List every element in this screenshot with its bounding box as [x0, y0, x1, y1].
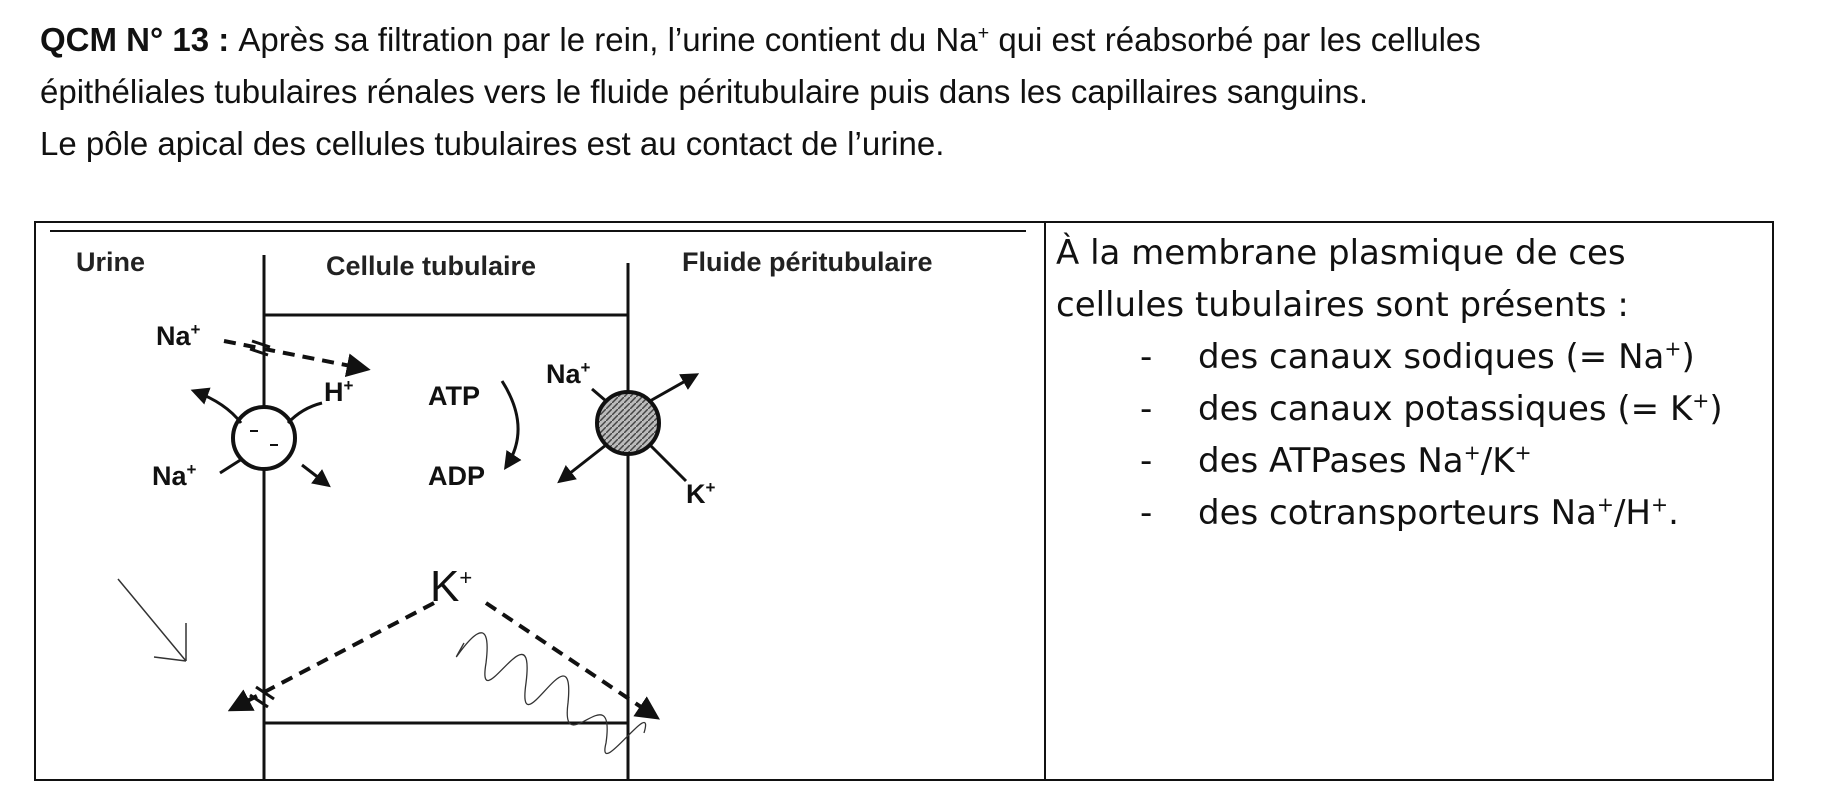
atp-label: ATP — [428, 381, 480, 411]
na-h-cotransporter-icon — [194, 391, 328, 485]
statements-list — [1056, 331, 1756, 539]
potassium-channels-icon — [232, 603, 656, 717]
list-item: - des cotransporteurs Na+/H+. — [1140, 492, 1679, 533]
statements-intro: À la membrane plasmique de ces cellules tubulaires sont présents : — [1056, 233, 1629, 325]
question-line-2: épithéliales tubulaires rénales vers le fluide péritubulaire puis dans les capillaires sanguins. — [40, 73, 1369, 110]
handwritten-arrow-icon — [118, 579, 186, 661]
sodium-channel-icon — [224, 341, 366, 369]
atp-hydrolysis-arrow — [502, 381, 518, 467]
label-cellule-tubulaire: Cellule tubulaire — [326, 251, 537, 281]
k-ion-label-channel: K+ — [430, 562, 473, 611]
k-ion-label-atpase: K+ — [686, 478, 716, 509]
question-number: QCM N° 13 — [40, 21, 210, 58]
question-separator: : — [209, 21, 239, 58]
adp-label: ADP — [428, 461, 486, 491]
question-line-3: Le pôle apical des cellules tubulaires est au contact de l’urine. — [40, 125, 945, 162]
question-line-1 — [40, 14, 1820, 66]
na-ion-label-channel: Na+ — [156, 320, 201, 351]
label-urine: Urine — [76, 247, 146, 277]
question-text — [40, 14, 1820, 170]
na-ion-label-cotransporter: Na+ — [152, 460, 197, 491]
list-item: - des canaux potassiques (= K+) — [1140, 388, 1723, 429]
question-line-1-a: Après sa filtration par le rein, l’urine contient du Na — [238, 21, 978, 58]
question-table — [34, 221, 1774, 781]
handwritten-scribble-icon — [456, 633, 645, 754]
kidney-cell-diagram — [36, 223, 1044, 779]
statements-cell — [1056, 227, 1756, 539]
label-fluide-peritubulaire: Fluide péritubulaire — [682, 247, 933, 277]
na-ion-label-atpase: Na+ — [546, 358, 591, 389]
list-item: - des ATPases Na+/K+ — [1140, 440, 1532, 481]
question-line-1-sup: + — [977, 22, 990, 44]
question-line-1-b: qui est réabsorbé par les cellules — [989, 21, 1481, 58]
h-ion-label: H+ — [324, 376, 354, 407]
diagram-svg — [36, 223, 1044, 779]
table-cell-divider — [1044, 223, 1046, 779]
list-item: - des canaux sodiques (= Na+) — [1140, 336, 1695, 377]
